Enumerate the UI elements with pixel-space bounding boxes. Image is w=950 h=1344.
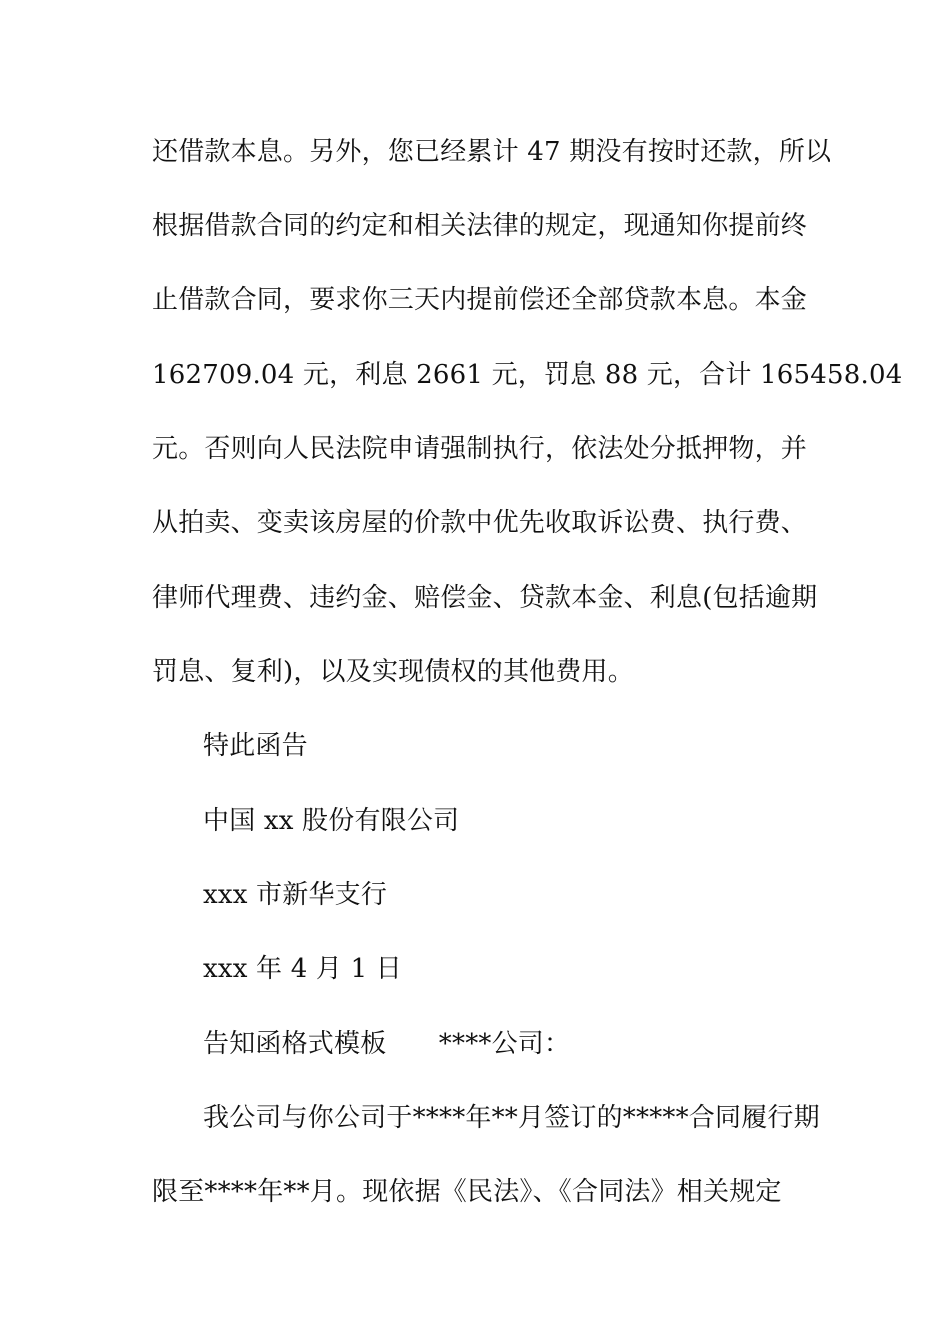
paragraph-line: 从拍卖、变卖该房屋的价款中优先收取诉讼费、执行费、 (152, 508, 808, 538)
paragraph-line: 限至****年**月。现依据《民法》、《合同法》相关规定 (152, 1177, 782, 1207)
paragraph-line: 元。否则向人民法院申请强制执行，依法处分抵押物，并 (152, 434, 808, 464)
template-heading: 告知函格式模板 ****公司： (203, 1029, 571, 1059)
paragraph-line: 律师代理费、违约金、赔偿金、贷款本金、利息(包括逾期 (152, 583, 818, 613)
paragraph-line: 罚息、复利)，以及实现债权的其他费用。 (152, 657, 634, 687)
paragraph-line: 我公司与你公司于****年**月签订的*****合同履行期 (203, 1103, 820, 1133)
branch-name: xxx 市新华支行 (203, 880, 388, 910)
paragraph-line: 止借款合同，要求你三天内提前偿还全部贷款本息。本金 (152, 285, 808, 315)
paragraph-line: 根据借款合同的约定和相关法律的规定，现通知你提前终 (152, 211, 808, 241)
closing-text: 特此函告 (203, 731, 308, 761)
paragraph-line: 还借款本息。另外，您已经累计 47 期没有按时还款，所以 (152, 137, 832, 167)
letter-date: xxx 年 4 月 1 日 (203, 954, 402, 984)
paragraph-line: 162709.04 元，利息 2661 元，罚息 88 元，合计 165458.04 (152, 360, 903, 390)
company-name: 中国 xx 股份有限公司 (203, 806, 460, 836)
